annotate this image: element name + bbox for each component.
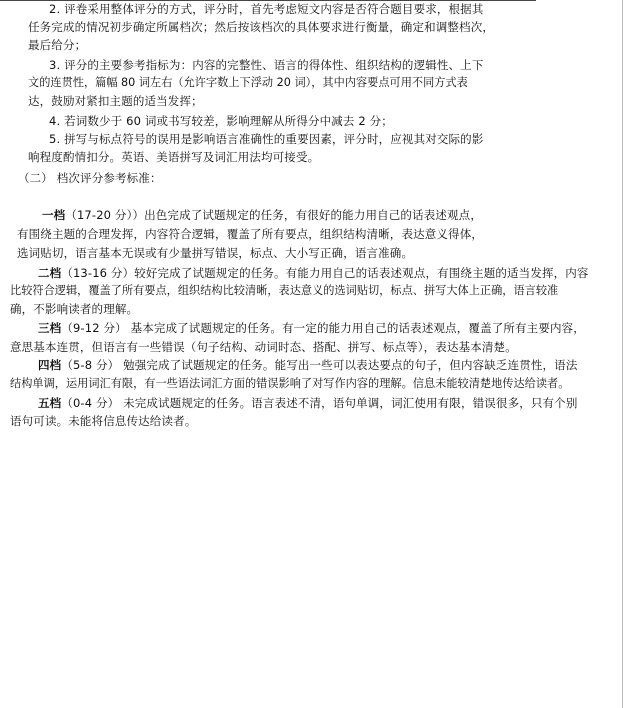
page-edge	[622, 0, 623, 708]
criterion-5-line-2: 响程度酌情扣分。英语、美语拼写及词汇用法均可接受。	[28, 150, 320, 164]
criterion-4-line-1: 4. 若词数少于 60 词或书写较差，影响理解从所得分中减去 2 分；	[49, 114, 393, 128]
level-3-line-1	[38, 320, 585, 336]
level-3-name: 三档	[38, 321, 62, 335]
level-5-line-2: 语句可读。未能将信息传达给读者。	[10, 414, 197, 428]
level-3-range: （9-12 分）	[61, 321, 127, 335]
level-1-text: ）出色完成了试题规定的任务，有很好的能力用自己的话表述观点，	[132, 208, 482, 222]
criterion-3-line-2: 文的连贯性，篇幅 80 词左右（允许字数上下浮动 20 词），其中内容要点可用不同方式表	[28, 76, 468, 89]
section-heading: （二） 档次评分参考标准：	[18, 171, 162, 185]
level-3-line-2: 意思基本连贯，但语言有一些错误（句子结构、动词时态、搭配、拼写、标点等），表达基本清楚。	[10, 340, 517, 354]
level-2-line-3: 确，不影响读者的理解。	[10, 302, 139, 316]
level-5-text: 未完成试题规定的任务。语言表述不清，语句单调，词汇使用有限，错误很多，只有个别	[119, 396, 578, 410]
criterion-5-line-1: 5. 拼写与标点符号的误用是影响语言准确性的重要因素，评分时，应视其对交际的影	[49, 132, 484, 146]
level-1-line-1	[42, 207, 482, 223]
level-1-range: （17-20 分）	[65, 208, 133, 222]
level-5-name: 五档	[38, 396, 62, 410]
level-4-line-1	[38, 357, 577, 373]
level-4-range: （5-8 分）	[61, 358, 120, 372]
level-1-name: 一档	[42, 208, 66, 222]
level-2-range: （13-16 分）	[61, 266, 135, 280]
level-4-line-2: 结构单调，运用词汇有限，有一些语法词汇方面的错误影响了对写作内容的理解。信息未能较清楚地传达给读者。	[10, 377, 570, 390]
level-2-name: 二档	[38, 266, 62, 280]
criterion-2-line-3: 最后给分；	[28, 38, 87, 52]
level-2-line-1	[38, 265, 589, 281]
level-4-text: 勉强完成了试题规定的任务。能写出一些可以表达要点的句子，但内容缺乏连贯性，语法	[119, 358, 578, 372]
level-1-line-2: 有围绕主题的合理发挥，内容符合逻辑，覆盖了所有要点，组织结构清晰，表达意义得体，	[17, 227, 483, 241]
criterion-3-line-3: 达，鼓励对紧扣主题的适当发挥；	[28, 94, 203, 108]
level-2-text: 较好完成了试题规定的任务。有能力用自己的话表述观点，有围绕主题的适当发挥，内容	[134, 266, 589, 280]
level-5-line-1	[38, 395, 577, 411]
criterion-3-line-1: 3. 评分的主要参考指标为：内容的完整性、语言的得体性、组织结构的逻辑性、上下	[49, 58, 484, 72]
level-2-line-2: 比较符合逻辑，覆盖了所有要点，组织结构比较清晰，表达意义的选词贴切，标点、拼写大体上正确，语言较准	[10, 284, 559, 297]
criterion-2-line-1: 2. 评卷采用整体评分的方式，评分时，首先考虑短文内容是否符合题目要求，根据其	[49, 2, 484, 16]
level-3-text: 基本完成了试题规定的任务。有一定的能力用自己的话表述观点，覆盖了所有主要内容，	[126, 321, 585, 335]
criterion-2-line-2: 任务完成的情况初步确定所属档次；然后按该档次的具体要求进行衡量，确定和调整档次，	[28, 20, 494, 34]
level-5-range: （0-4 分）	[61, 396, 120, 410]
level-1-line-3: 选词贴切，语言基本无误或有少量拼写错误，标点、大小写正确，语言准确。	[17, 246, 414, 260]
level-4-name: 四档	[38, 358, 62, 372]
